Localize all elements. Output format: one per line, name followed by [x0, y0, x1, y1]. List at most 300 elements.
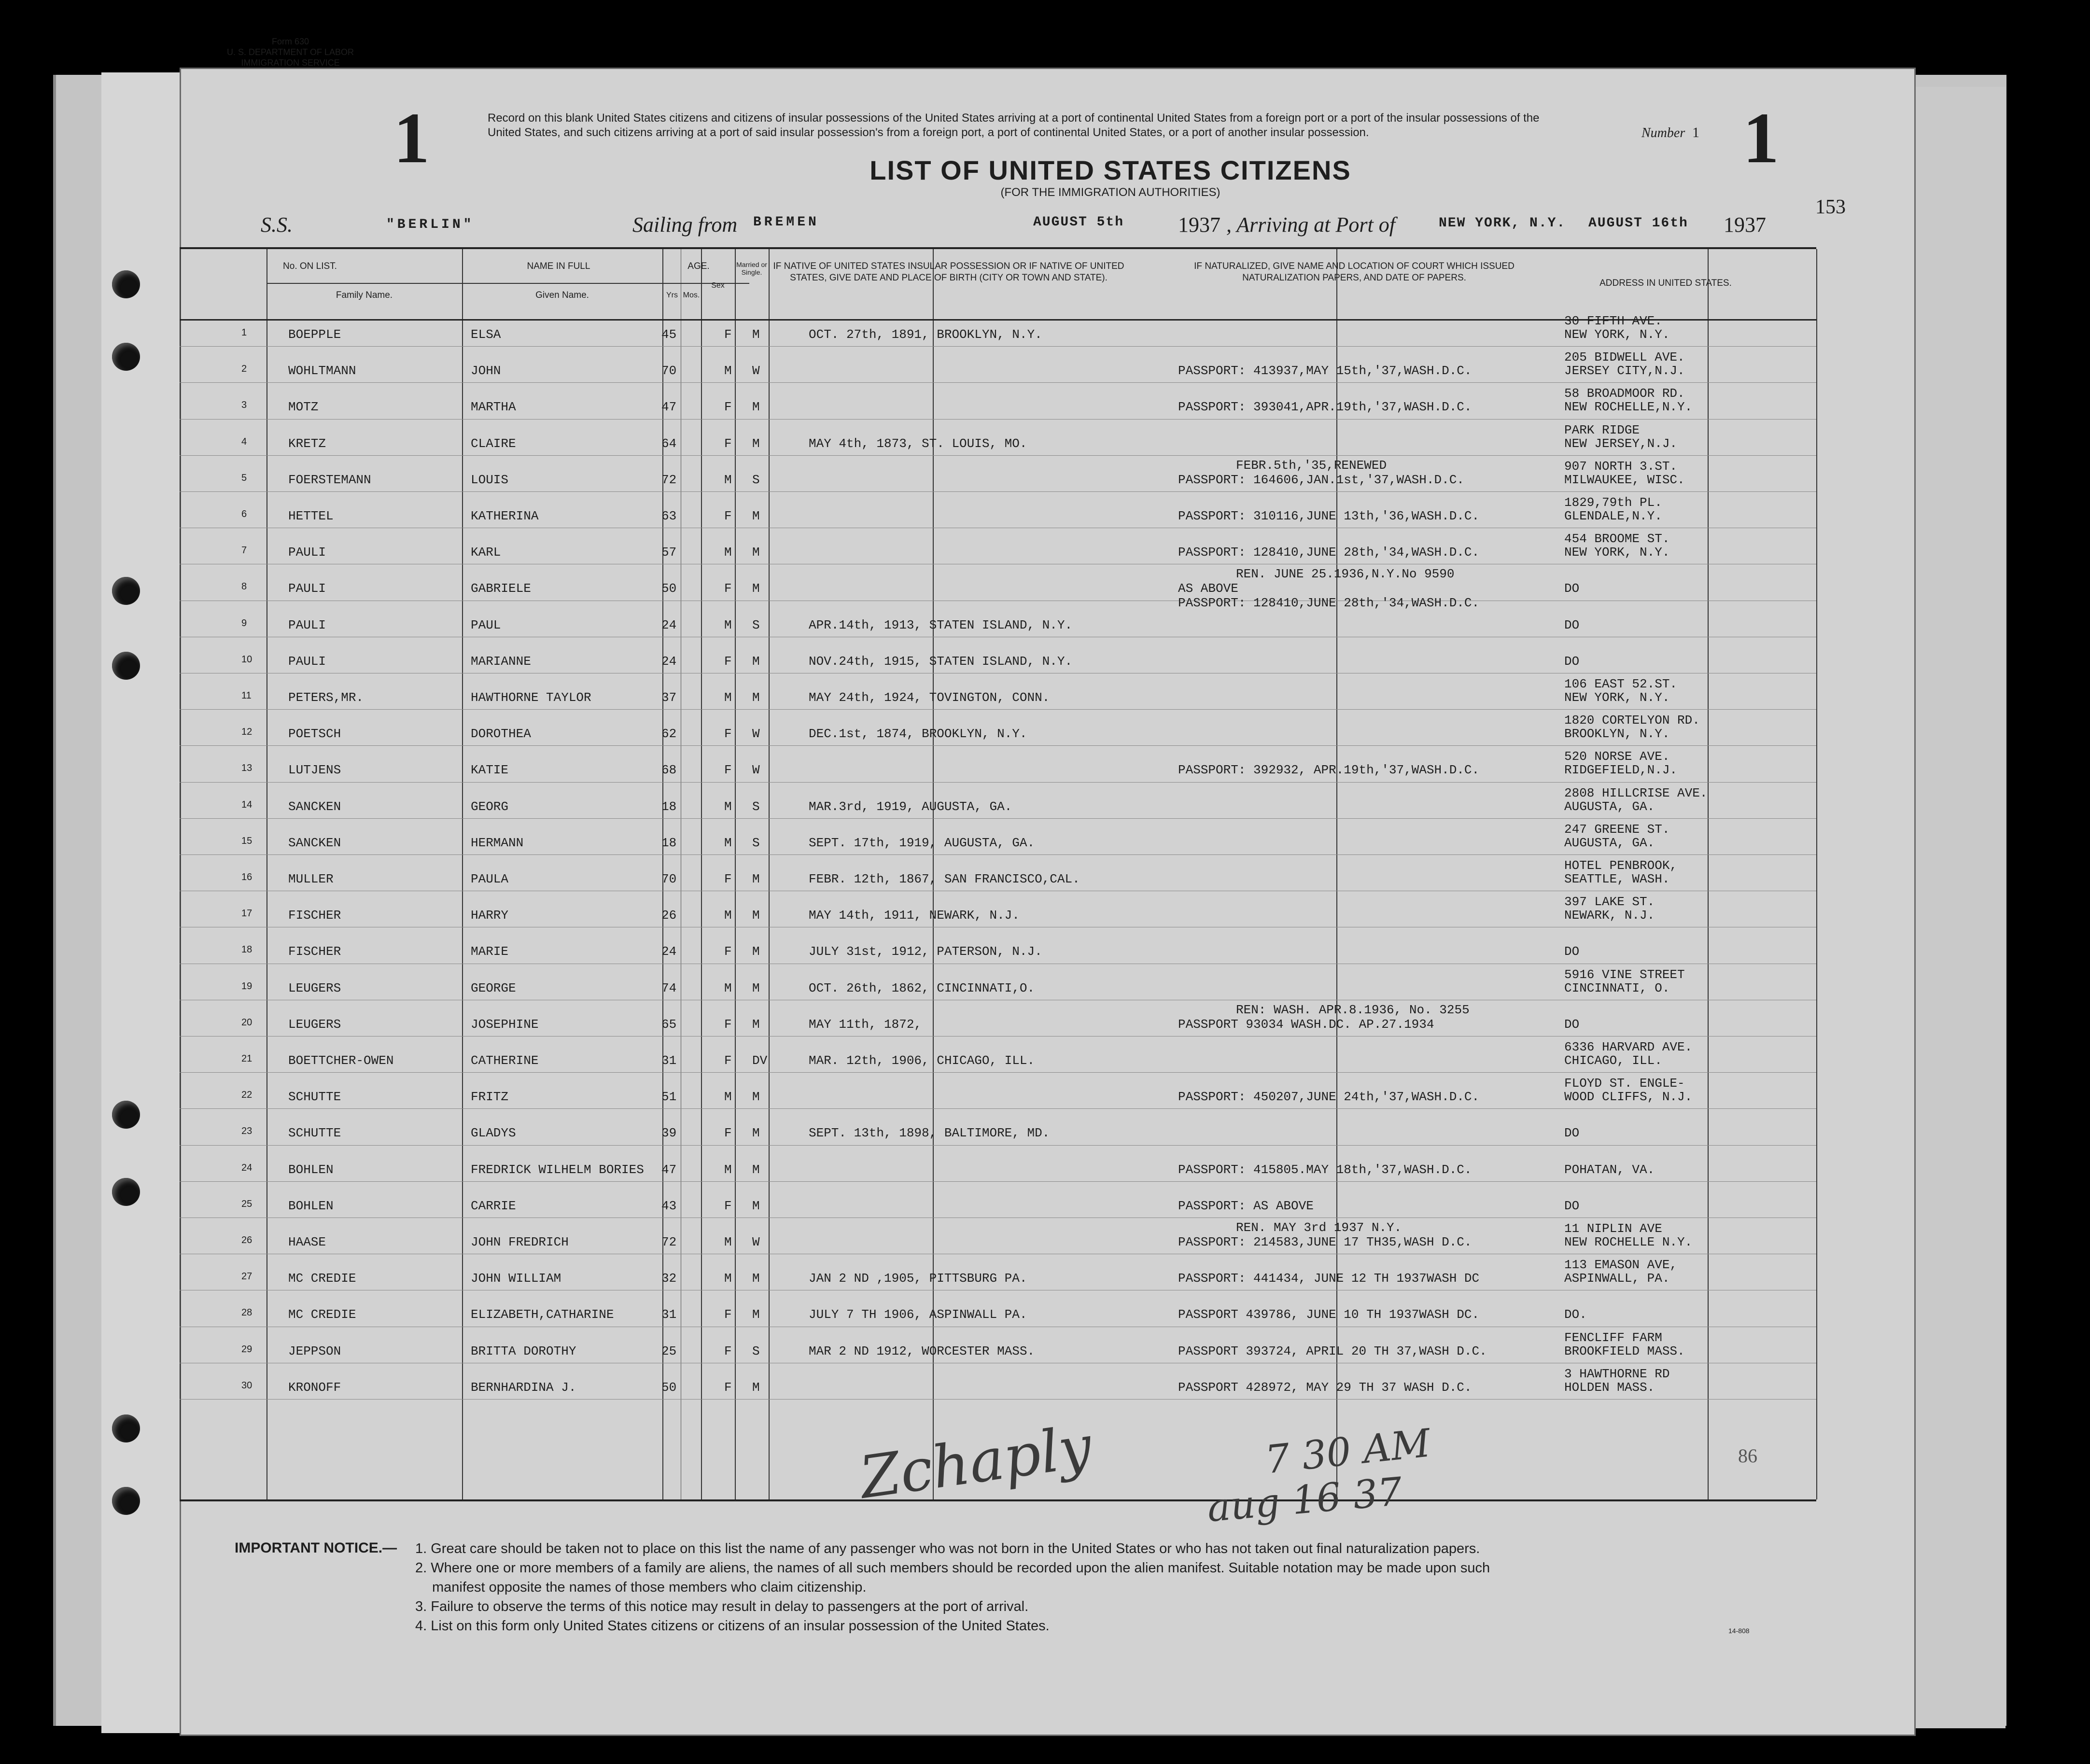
binding-hole — [112, 577, 140, 605]
row-number: 21 — [241, 1053, 252, 1064]
address-line-2: NEW YORK, N.Y. — [1564, 327, 1670, 342]
given-name: CATHERINE — [471, 1053, 539, 1068]
address-line-2: DO — [1564, 581, 1580, 596]
address-line-2: MILWAUKEE, WISC. — [1564, 472, 1685, 487]
family-name: SCHUTTE — [288, 1090, 341, 1105]
row-number: 8 — [241, 581, 247, 592]
age-years: 31 — [661, 1307, 677, 1322]
given-name: GABRIELE — [471, 581, 531, 596]
age-years: 25 — [661, 1344, 677, 1358]
address-line-2: CHICAGO, ILL. — [1564, 1053, 1662, 1068]
arriving-label: , Arriving at Port of — [1226, 213, 1395, 237]
address-line-1: 6336 HARVARD AVE. — [1564, 1040, 1693, 1054]
birth-info: MAY 11th, 1872, — [809, 1017, 922, 1032]
col-header-family: Family Name. — [336, 290, 393, 300]
address-line-1: HOTEL PENBROOK, — [1564, 858, 1678, 873]
family-name: PAULI — [288, 581, 326, 596]
family-name: MC CREDIE — [288, 1271, 356, 1286]
address-line-2: AUGUSTA, GA. — [1564, 835, 1655, 850]
family-name: MOTZ — [288, 400, 319, 415]
sex: F — [724, 1344, 732, 1358]
inspection-time: 7 30 AM — [1263, 1420, 1433, 1483]
notice-item-2-cont: manifest opposite the names of those members who claim citizenship. — [432, 1580, 867, 1595]
row-number: 7 — [241, 545, 247, 556]
marital-status: S — [752, 835, 760, 850]
given-name: GEORGE — [471, 980, 516, 995]
given-name: KATHERINA — [471, 509, 539, 523]
marital-status: M — [752, 1271, 760, 1286]
given-name: FRITZ — [471, 1090, 509, 1105]
sex: M — [724, 799, 732, 814]
row-rule — [180, 346, 1816, 347]
age-years: 47 — [661, 1162, 677, 1177]
age-years: 70 — [661, 364, 677, 378]
address-line-1: PARK RIDGE — [1564, 422, 1640, 437]
row-number: 2 — [241, 364, 247, 375]
family-name: BOHLEN — [288, 1198, 334, 1213]
marital-status: W — [752, 364, 760, 378]
given-name: MARIE — [471, 944, 509, 959]
family-name: MC CREDIE — [288, 1307, 356, 1322]
marital-status: S — [752, 799, 760, 814]
naturalization-line-2: PASSPORT: 214583,JUNE 17 TH35,WASH D.C. — [1178, 1235, 1472, 1249]
family-name: BOETTCHER-OWEN — [288, 1053, 394, 1068]
family-name: FISCHER — [288, 944, 341, 959]
sex: F — [724, 872, 732, 886]
address-line-2: AUGUSTA, GA. — [1564, 799, 1655, 814]
age-years: 50 — [661, 581, 677, 596]
given-name: LOUIS — [471, 472, 509, 487]
sex: F — [724, 763, 732, 778]
number-label: Number — [1641, 126, 1685, 140]
birth-info: MAY 24th, 1924, TOVINGTON, CONN. — [809, 690, 1050, 705]
arrival-year: 1937 — [1724, 213, 1766, 237]
birth-info: MAY 4th, 1873, ST. LOUIS, MO. — [809, 436, 1027, 451]
address-line-2: BROOKFIELD MASS. — [1564, 1344, 1685, 1358]
sex: F — [724, 327, 732, 342]
marital-status: M — [752, 1307, 760, 1322]
address-line-1: 1829,79th PL. — [1564, 495, 1662, 510]
age-years: 32 — [661, 1271, 677, 1286]
birth-info: JAN 2 ND ,1905, PITTSBURG PA. — [809, 1271, 1027, 1286]
given-name: JOHN WILLIAM — [471, 1271, 561, 1286]
naturalization-line-3: PASSPORT: 128410,JUNE 28th,'34,WASH.D.C. — [1178, 596, 1480, 611]
birth-info: OCT. 26th, 1862, CINCINNATI,O. — [809, 980, 1035, 995]
address-line-1: 113 EMASON AVE, — [1564, 1258, 1678, 1273]
naturalization-line-2: PASSPORT 393724, APRIL 20 TH 37,WASH D.C. — [1178, 1344, 1487, 1358]
birth-info: MAR. 12th, 1906, CHICAGO, ILL. — [809, 1053, 1035, 1068]
age-years: 68 — [661, 763, 677, 778]
naturalization-line-2: PASSPORT: 415805.MAY 18th,'37,WASH.D.C. — [1178, 1162, 1472, 1177]
marital-status: W — [752, 763, 760, 778]
row-rule — [180, 709, 1816, 710]
marital-status: S — [752, 617, 760, 632]
address-line-2: NEW ROCHELLE,N.Y. — [1564, 400, 1693, 415]
sex: M — [724, 1162, 732, 1177]
row-number: 30 — [241, 1380, 252, 1391]
address-line-2: RIDGEFIELD,N.J. — [1564, 763, 1678, 778]
sex: M — [724, 980, 732, 995]
age-years: 62 — [661, 727, 677, 742]
given-name: MARTHA — [471, 400, 516, 415]
sex: F — [724, 727, 732, 742]
inspector-signature: Zchaply — [856, 1413, 1096, 1512]
binding-hole — [112, 1178, 140, 1206]
address-line-1: 11 NIPLIN AVE — [1564, 1221, 1662, 1236]
binding-hole — [112, 652, 140, 680]
age-years: 31 — [661, 1053, 677, 1068]
family-name: HETTEL — [288, 509, 334, 523]
given-name: JOHN — [471, 364, 501, 378]
sex: M — [724, 1271, 732, 1286]
marital-status: M — [752, 908, 760, 923]
sex: M — [724, 835, 732, 850]
marital-status: M — [752, 872, 760, 886]
age-years: 26 — [661, 908, 677, 923]
birth-info: SEPT. 17th, 1919, AUGUSTA, GA. — [809, 835, 1035, 850]
naturalization-line-2: PASSPORT: 310116,JUNE 13th,'36,WASH.D.C. — [1178, 509, 1480, 523]
marital-status: M — [752, 581, 760, 596]
row-rule — [180, 1181, 1816, 1182]
row-number: 29 — [241, 1344, 252, 1355]
marital-status: M — [752, 1380, 760, 1395]
given-name: DOROTHEA — [471, 727, 531, 742]
sex: M — [724, 908, 732, 923]
col-header-mos: Mos. — [683, 291, 700, 299]
binding-hole — [112, 1414, 140, 1442]
notice-heading: IMPORTANT NOTICE.— — [235, 1540, 397, 1556]
notice-item-1: 1. Great care should be taken not to place on this list the name of any passenger who was not born in the United States or who has not taken out final naturalization papers. — [415, 1541, 1480, 1556]
binding-hole — [112, 270, 140, 298]
sex: F — [724, 1126, 732, 1141]
marital-status: M — [752, 509, 760, 523]
address-line-2: DO — [1564, 1198, 1580, 1213]
address-line-1: 2808 HILLCRISE AVE. — [1564, 785, 1708, 800]
age-years: 24 — [661, 944, 677, 959]
binding-hole — [112, 1487, 140, 1515]
age-years: 70 — [661, 872, 677, 886]
row-number: 20 — [241, 1017, 252, 1028]
naturalization-line-1: REN. JUNE 25.1936,N.Y.No 9590 — [1236, 567, 1455, 582]
sex: M — [724, 1090, 732, 1105]
notice-item-2: 2. Where one or more members of a family are aliens, the names of all such members should be recorded upon the alien manifest. Suitable notation may be made upon such — [415, 1560, 1490, 1576]
family-name: KRETZ — [288, 436, 326, 451]
birth-info: SEPT. 13th, 1898, BALTIMORE, MD. — [809, 1126, 1050, 1141]
sex: M — [724, 1235, 732, 1249]
family-name: PAULI — [288, 617, 326, 632]
address-line-2: DO — [1564, 944, 1580, 959]
naturalization-line-2: AS ABOVE — [1178, 581, 1238, 596]
naturalization-line-2: PASSPORT: AS ABOVE — [1178, 1198, 1314, 1213]
age-years: 63 — [661, 509, 677, 523]
family-name: LEUGERS — [288, 1017, 341, 1032]
row-rule — [180, 491, 1816, 492]
marital-status: M — [752, 327, 760, 342]
sex: F — [724, 581, 732, 596]
address-line-2: NEW ROCHELLE N.Y. — [1564, 1235, 1693, 1249]
sex: F — [724, 944, 732, 959]
row-number: 24 — [241, 1162, 252, 1173]
ship-name: "BERLIN" — [386, 217, 475, 232]
row-number: 18 — [241, 944, 252, 955]
sex: F — [724, 654, 732, 669]
address-line-2: NEWARK, N.J. — [1564, 908, 1655, 923]
address-line-1: 205 BIDWELL AVE. — [1564, 350, 1685, 365]
page-stamp: 153 — [1815, 196, 1846, 218]
marital-status: M — [752, 545, 760, 560]
page-mark: 86 — [1738, 1445, 1757, 1467]
birth-info: MAR 2 ND 1912, WORCESTER MASS. — [809, 1344, 1035, 1358]
age-years: 57 — [661, 545, 677, 560]
col-header-sex: Sex — [711, 281, 725, 290]
row-number: 28 — [241, 1307, 252, 1318]
row-rule — [180, 455, 1816, 456]
row-number: 14 — [241, 799, 252, 810]
service: IMMIGRATION SERVICE — [241, 58, 340, 68]
department: U. S. DEPARTMENT OF LABOR — [227, 47, 354, 57]
family-name: JEPPSON — [288, 1344, 341, 1358]
given-name: FREDRICK WILHELM BORIES — [471, 1162, 644, 1177]
address-line-1: 5916 VINE STREET — [1564, 967, 1685, 982]
age-years: 64 — [661, 436, 677, 451]
given-name: MARIANNE — [471, 654, 531, 669]
naturalization-line-1: FEBR.5th,'35,RENEWED — [1236, 458, 1387, 473]
family-name: BOHLEN — [288, 1162, 334, 1177]
row-number: 4 — [241, 436, 247, 447]
age-years: 43 — [661, 1198, 677, 1213]
address-line-2: BROOKLYN, N.Y. — [1564, 727, 1670, 742]
address-line-2: NEW YORK, N.Y. — [1564, 690, 1670, 705]
birth-info: OCT. 27th, 1891, BROOKLYN, N.Y. — [809, 327, 1042, 342]
naturalization-line-2: PASSPORT: 450207,JUNE 24th,'37,WASH.D.C. — [1178, 1090, 1480, 1105]
address-line-1: 106 EAST 52.ST. — [1564, 677, 1678, 691]
row-number: 12 — [241, 727, 252, 738]
birth-info: APR.14th, 1913, STATEN ISLAND, N.Y. — [809, 617, 1073, 632]
page-number-right: 1 — [1743, 98, 1779, 178]
naturalization-line-2: PASSPORT: 164606,JAN.1st,'37,WASH.D.C. — [1178, 472, 1464, 487]
sex: F — [724, 1053, 732, 1068]
page-subtitle: (FOR THE IMMIGRATION AUTHORITIES) — [1000, 186, 1220, 199]
col-header-yrs: Yrs — [666, 291, 678, 299]
row-number: 22 — [241, 1090, 252, 1101]
address-line-1: 397 LAKE ST. — [1564, 895, 1655, 910]
family-name: LEUGERS — [288, 980, 341, 995]
address-line-1: 454 BROOME ST. — [1564, 532, 1670, 546]
address-line-2: SEATTLE, WASH. — [1564, 872, 1670, 886]
row-rule — [180, 1145, 1816, 1146]
marital-status: S — [752, 472, 760, 487]
address-line-1: 907 NORTH 3.ST. — [1564, 459, 1678, 474]
row-number: 27 — [241, 1271, 252, 1282]
sex: F — [724, 436, 732, 451]
row-rule — [180, 818, 1816, 819]
row-number: 1 — [241, 327, 247, 338]
marital-status: M — [752, 1162, 760, 1177]
page-title: LIST OF UNITED STATES CITIZENS — [870, 155, 1351, 185]
given-name: BRITTA DOROTHY — [471, 1344, 576, 1358]
address-line-2: POHATAN, VA. — [1564, 1162, 1655, 1177]
sex: M — [724, 690, 732, 705]
given-name: ELIZABETH,CATHARINE — [471, 1307, 614, 1322]
row-number: 16 — [241, 872, 252, 882]
address-line-1: 247 GREENE ST. — [1564, 822, 1670, 837]
ss-label: S.S. — [261, 213, 293, 237]
marital-status: M — [752, 1126, 760, 1141]
age-years: 47 — [661, 400, 677, 415]
address-line-1: FENCLIFF FARM — [1564, 1330, 1662, 1345]
family-name: SCHUTTE — [288, 1126, 341, 1141]
marital-status: M — [752, 690, 760, 705]
col-header-given: Given Name. — [535, 290, 589, 300]
row-number: 9 — [241, 617, 247, 629]
family-name: PAULI — [288, 654, 326, 669]
form-identifier — [227, 36, 354, 68]
row-number: 23 — [241, 1126, 252, 1137]
age-years: 65 — [661, 1017, 677, 1032]
address-line-1: FLOYD ST. ENGLE- — [1564, 1076, 1685, 1091]
naturalization-line-2: PASSPORT: 441434, JUNE 12 TH 1937WASH DC — [1178, 1271, 1480, 1286]
given-name: CARRIE — [471, 1198, 516, 1213]
form-number: Form 630 — [272, 37, 309, 46]
birth-info: MAR.3rd, 1919, AUGUSTA, GA. — [809, 799, 1012, 814]
naturalization-line-2: PASSPORT: 393041,APR.19th,'37,WASH.D.C. — [1178, 400, 1472, 415]
given-name: JOHN FREDRICH — [471, 1235, 569, 1249]
given-name: CLAIRE — [471, 436, 516, 451]
sex: M — [724, 364, 732, 378]
age-years: 72 — [661, 1235, 677, 1249]
naturalization-line-2: PASSPORT 93034 WASH.DC. AP.27.1934 — [1178, 1017, 1434, 1032]
birth-info: JULY 7 TH 1906, ASPINWALL PA. — [809, 1307, 1027, 1322]
family-name: PAULI — [288, 545, 326, 560]
family-name: MULLER — [288, 872, 334, 886]
row-number: 11 — [241, 690, 252, 701]
naturalization-line-2: PASSPORT: 392932, APR.19th,'37,WASH.D.C. — [1178, 763, 1480, 778]
family-name: PETERS,MR. — [288, 690, 364, 705]
naturalization-line-2: PASSPORT 428972, MAY 29 TH 37 WASH D.C. — [1178, 1380, 1472, 1395]
notice-item-3: 3. Failure to observe the terms of this notice may result in delay to passengers at the port of arrival. — [415, 1599, 1029, 1614]
row-number: 26 — [241, 1235, 252, 1246]
age-years: 18 — [661, 835, 677, 850]
address-line-2: CINCINNATI, O. — [1564, 980, 1670, 995]
given-name: GEORG — [471, 799, 509, 814]
address-line-1: 58 BROADMOOR RD. — [1564, 386, 1685, 401]
family-name: LUTJENS — [288, 763, 341, 778]
sailing-label: Sailing from — [632, 213, 738, 237]
birth-info: NOV.24th, 1915, STATEN ISLAND, N.Y. — [809, 654, 1073, 669]
sex: M — [724, 617, 732, 632]
row-rule — [180, 854, 1816, 855]
given-name: KATIE — [471, 763, 509, 778]
row-rule — [180, 782, 1816, 783]
address-line-2: NEW JERSEY,N.J. — [1564, 436, 1678, 451]
age-years: 72 — [661, 472, 677, 487]
col-header-naturalized: IF NATURALIZED, GIVE NAME AND LOCATION OF COURT WHICH ISSUED NATURALIZATION PAPERS, AND DATE OF PAPERS. — [1194, 261, 1515, 283]
given-name: BERNHARDINA J. — [471, 1380, 576, 1395]
marital-status: W — [752, 727, 760, 742]
address-line-2: HOLDEN MASS. — [1564, 1380, 1655, 1395]
sail-year: 1937 — [1178, 213, 1220, 237]
row-number: 25 — [241, 1198, 252, 1209]
sex: F — [724, 1017, 732, 1032]
number-value: 1 — [1692, 125, 1699, 140]
birth-info: DEC.1st, 1874, BROOKLYN, N.Y. — [809, 727, 1027, 742]
naturalization-line-2: PASSPORT 439786, JUNE 10 TH 1937WASH DC. — [1178, 1307, 1480, 1322]
family-name: SANCKEN — [288, 835, 341, 850]
age-years: 24 — [661, 617, 677, 632]
address-line-1: 1820 CORTELYON RD. — [1564, 713, 1700, 728]
given-name: JOSEPHINE — [471, 1017, 539, 1032]
binding-hole — [112, 1101, 140, 1129]
marital-status: M — [752, 1017, 760, 1032]
family-name: POETSCH — [288, 727, 341, 742]
address-line-1: 3 HAWTHORNE RD — [1564, 1366, 1670, 1381]
family-name: BOEPPLE — [288, 327, 341, 342]
age-years: 50 — [661, 1380, 677, 1395]
col-header-address: ADDRESS IN UNITED STATES. — [1599, 278, 1732, 288]
marital-status: S — [752, 1344, 760, 1358]
row-number: 6 — [241, 509, 247, 519]
address-line-2: DO — [1564, 617, 1580, 632]
address-line-2: ASPINWALL, PA. — [1564, 1271, 1670, 1286]
row-number: 15 — [241, 835, 252, 846]
birth-info: MAY 14th, 1911, NEWARK, N.J. — [809, 908, 1020, 923]
given-name: HAWTHORNE TAYLOR — [471, 690, 591, 705]
family-name: WOHLTMANN — [288, 364, 356, 378]
sex: F — [724, 400, 732, 415]
address-line-1: 520 NORSE AVE. — [1564, 749, 1670, 764]
sex: F — [724, 1380, 732, 1395]
given-name: GLADYS — [471, 1126, 516, 1141]
address-line-2: DO — [1564, 654, 1580, 669]
row-number: 3 — [241, 400, 247, 411]
form-code: 14-808 — [1728, 1627, 1750, 1635]
naturalization-line-1: REN. MAY 3rd 1937 N.Y. — [1236, 1220, 1402, 1235]
naturalization-line-1: REN: WASH. APR.8.1936, No. 3255 — [1236, 1002, 1470, 1017]
col-header-birth: IF NATIVE OF UNITED STATES INSULAR POSSESSION OR IF NATIVE OF UNITED STATES, GIVE DATE AND PLACE OF BIRTH (CITY OR TOWN AND STATE). — [773, 261, 1124, 283]
marital-status: M — [752, 400, 760, 415]
inspection-date: aug 16 37 — [1205, 1469, 1404, 1531]
given-name: KARL — [471, 545, 501, 560]
sex: F — [724, 1198, 732, 1213]
family-name: HAASE — [288, 1235, 326, 1249]
address-line-2: GLENDALE,N.Y. — [1564, 509, 1662, 523]
age-years: 74 — [661, 980, 677, 995]
marital-status: M — [752, 1090, 760, 1105]
sex: M — [724, 545, 732, 560]
marital-status: M — [752, 980, 760, 995]
age-years: 51 — [661, 1090, 677, 1105]
family-name: KRONOFF — [288, 1380, 341, 1395]
col-header-name: NAME IN FULL — [527, 261, 590, 271]
row-number: 13 — [241, 763, 252, 774]
marital-status: M — [752, 944, 760, 959]
col-header-age: AGE. — [687, 261, 710, 271]
row-rule — [180, 419, 1816, 420]
family-name: FISCHER — [288, 908, 341, 923]
given-name: PAULA — [471, 872, 509, 886]
marital-status: DV — [752, 1053, 768, 1068]
page-number-left: 1 — [393, 98, 430, 178]
given-name: HARRY — [471, 908, 509, 923]
address-line-2: DO — [1564, 1017, 1580, 1032]
notice-item-4: 4. List on this form only United States citizens or citizens of an insular possession of the United States. — [415, 1618, 1050, 1634]
address-line-2: WOOD CLIFFS, N.J. — [1564, 1090, 1693, 1105]
binding-hole — [112, 343, 140, 371]
age-years: 24 — [661, 654, 677, 669]
row-rule — [180, 382, 1816, 383]
age-years: 45 — [661, 327, 677, 342]
sex: F — [724, 509, 732, 523]
